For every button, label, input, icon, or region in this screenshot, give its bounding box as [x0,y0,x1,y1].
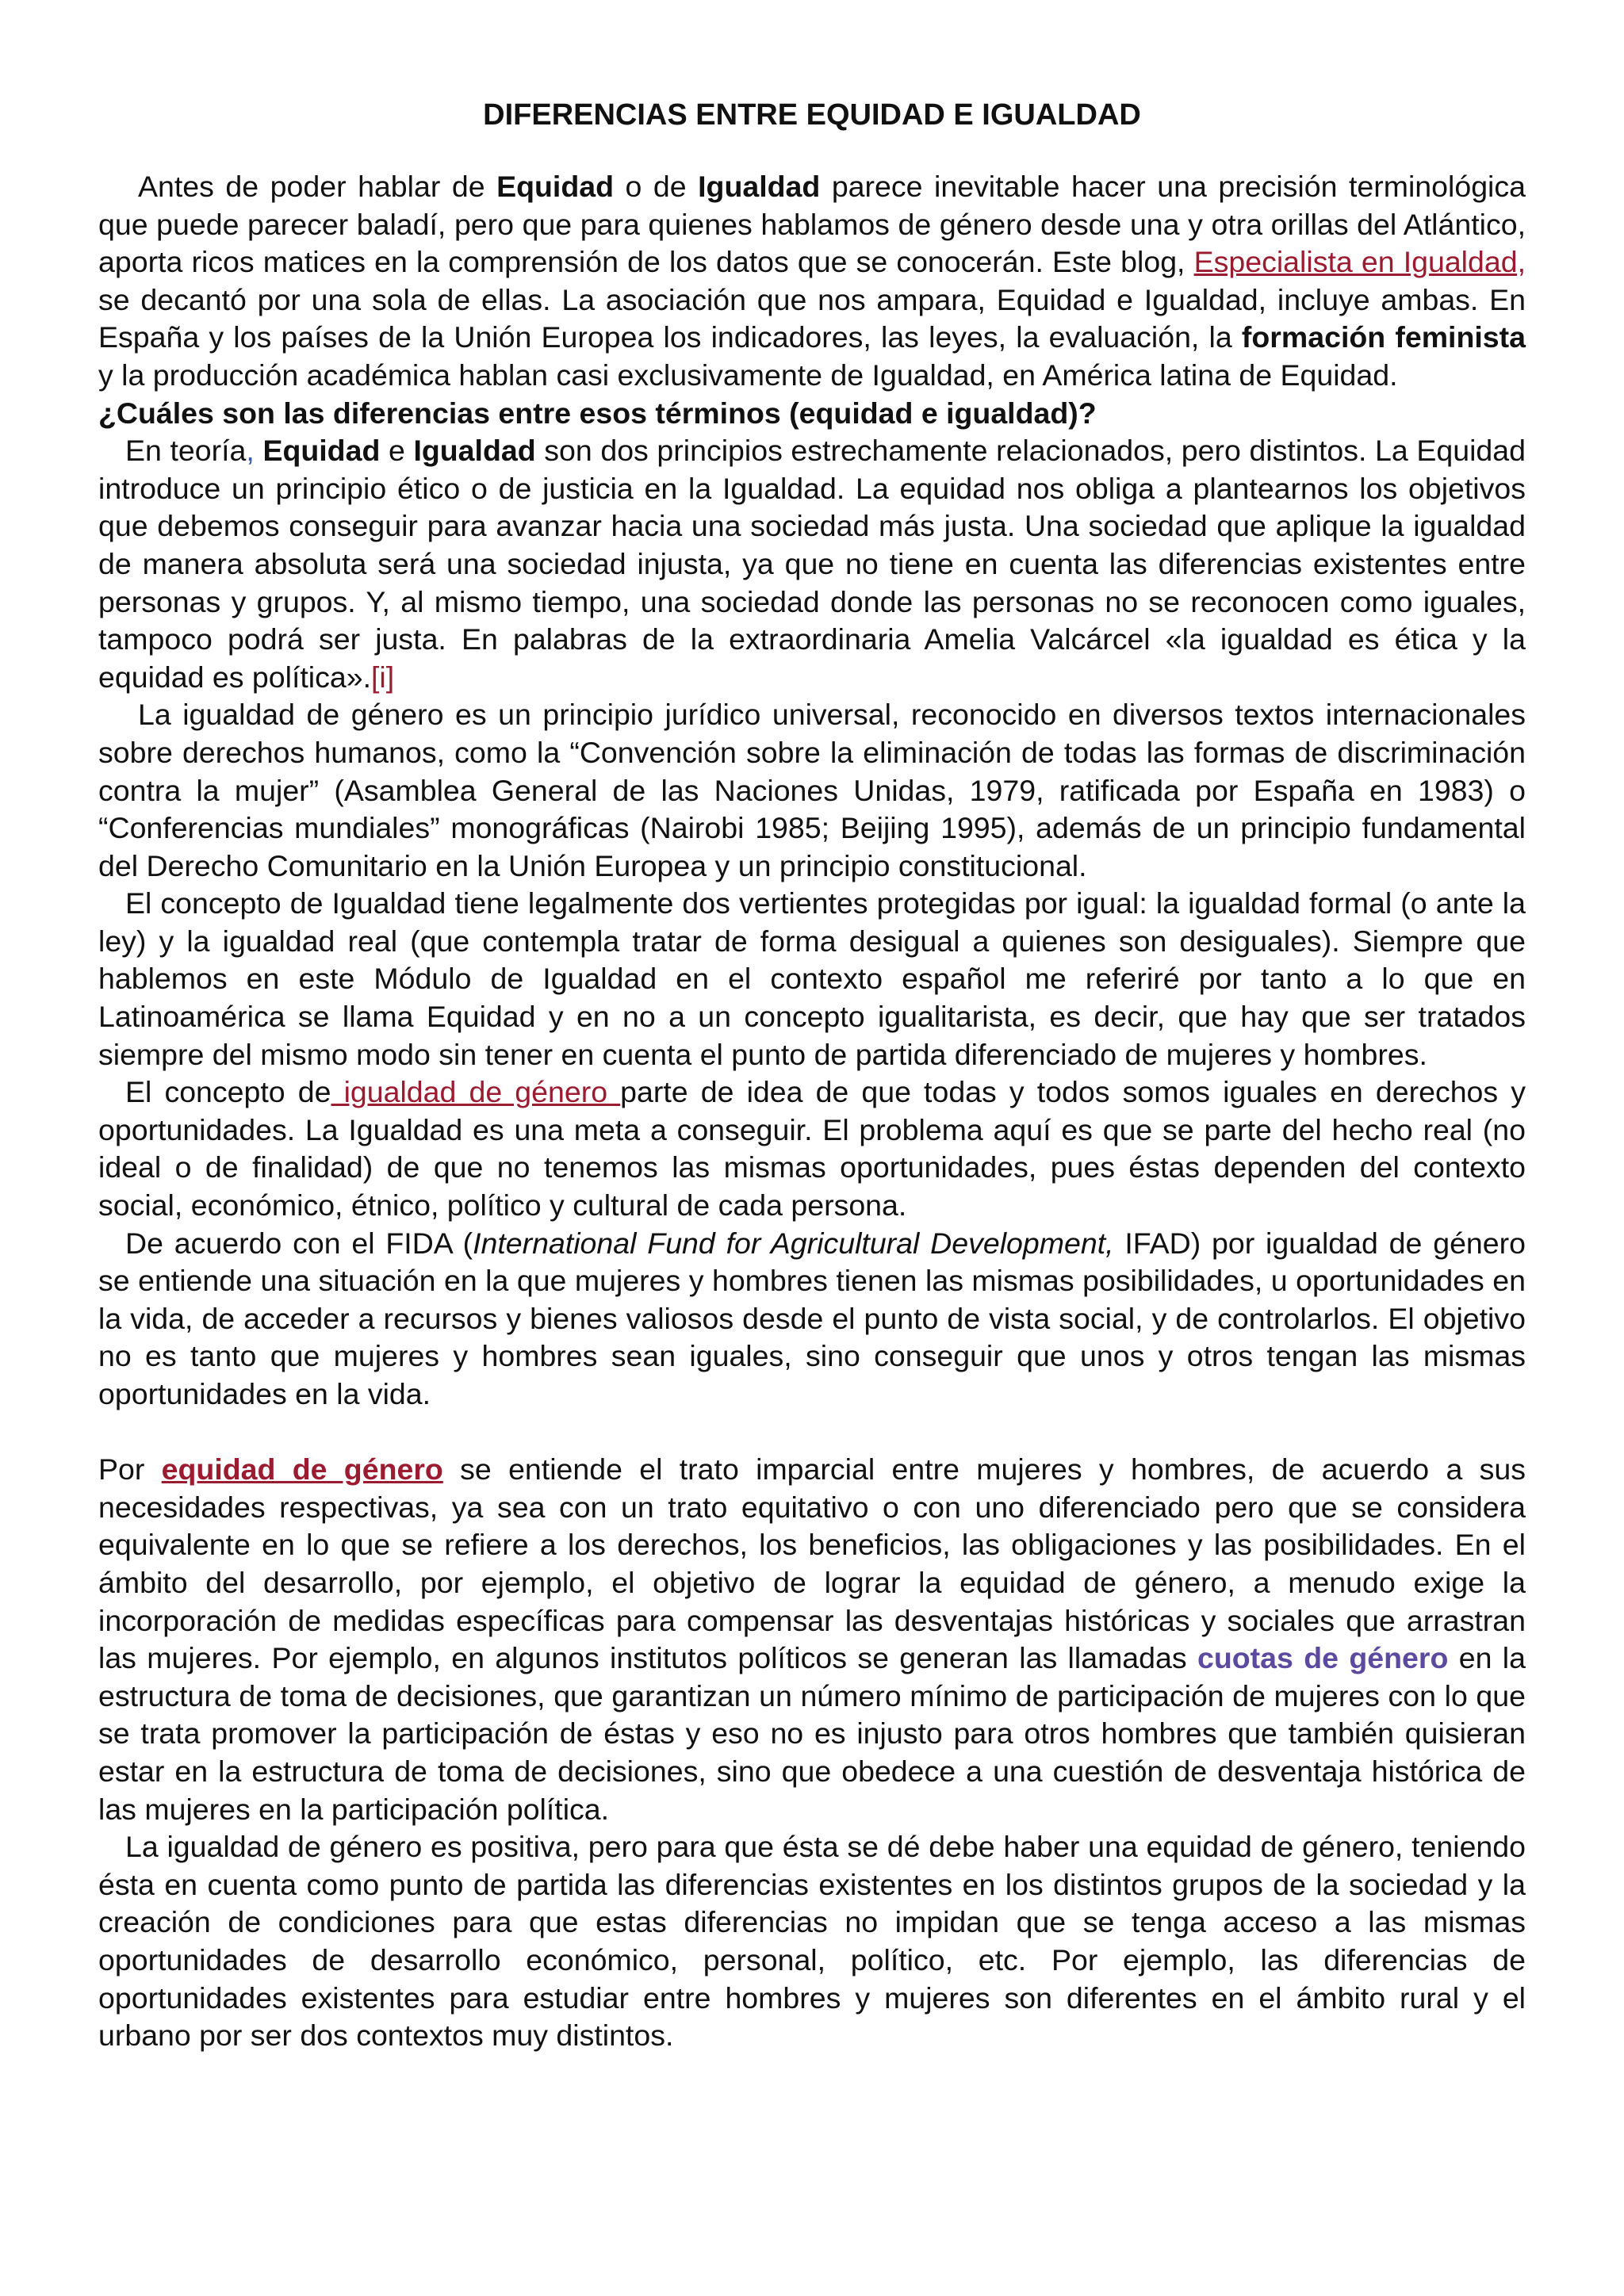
paragraph-gender-equality: El concepto de igualdad de género parte de idea de que todas y todos somos iguales en derechos y oportunidades. La Igualdad es una meta a conseguir. El problema aquí es que se parte del hecho real (no ideal o de finalidad) de que no tenemos las mismas oportunidades, pues éstas dependen del contexto social, económico, étnico, político y cultural de cada persona. [98,1075,1526,1223]
blog-link[interactable]: Especialista en Igualdad, [1193,245,1526,279]
igualdad-genero-link[interactable]: igualdad de género [331,1075,621,1109]
term-igualdad: Igualdad [698,170,821,203]
section-question: ¿Cuáles son las diferencias entre esos términos (equidad e igualdad)? [98,396,1097,430]
paragraph-fida: De acuerdo con el FIDA (International Fund for Agricultural Development, IFAD) por igualdad de género se entiende una situación en la que mujeres y hombres tienen las mismas posibilidades, u oportunidades en la vida, de acceder a recursos y bienes valiosos desde el punto de vista social, y de controlarlos. El objetivo no es tanto que mujeres y hombres sean iguales, sino conseguir que unos y otros tengan las mismas oportunidades en la vida. [98,1226,1526,1410]
cuotas-genero-highlight: cuotas de género [1197,1641,1449,1675]
paragraph-theory: En teoría, Equidad e Igualdad son dos principios estrechamente relacionados, pero distintos. La Equidad introduce un principio ético o de justicia en la Igualdad. La equidad nos obliga a plantearnos los objetivos que debemos conseguir para avanzar hacia una sociedad más justa. Una sociedad que aplique la igualdad de manera absoluta será una sociedad injusta, ya que no tiene en cuenta las diferencias existentes entre personas y grupos. Y, al mismo tiempo, una sociedad donde las personas no se reconocen como iguales, tampoco podrá ser justa. En palabras de la extraordinaria Amelia Valcárcel «la igualdad es ética y la equidad es política».[i] [98,434,1526,694]
paragraph-intro: Antes de poder hablar de Equidad o de Igualdad parece inevitable hacer una precisión terminológica que puede parecer baladí, pero que para quienes hablamos de género desde una y otra orillas del Atlántico, aporta ricos matices en la comprensión de los datos que se conocerán. Este blog, Especialista en Igualdad, se decantó por una sola de ellas. La asociación que nos ampara, Equidad e Igualdad, incluye ambas. En España y los países de la Unión Europea los indicadores, las leyes, la evaluación, la formación feminista y la producción académica hablan casi exclusivamente de Igualdad, en América latina de Equidad. [98,170,1526,392]
document-title: DIFERENCIAS ENTRE EQUIDAD E IGUALDAD [483,98,1141,132]
paragraph-conclusion: La igualdad de género es positiva, pero para que ésta se dé debe haber una equidad de género, teniendo ésta en cuenta como punto de partida las diferencias existentes en los distintos grupos de la sociedad y la creación de condiciones para que estas diferencias no impidan que se tenga acceso a las mismas oportunidades de desarrollo económico, personal, político, etc. Por ejemplo, las diferencias de oportunidades existentes para estudiar entre hombres y mujeres son diferentes en el ámbito rural y el urbano por ser dos contextos muy distintos. [98,1830,1526,2053]
blank-line [98,1414,1526,1452]
paragraph-gender-equity: Por equidad de género se entiende el trato imparcial entre mujeres y hombres, de acuerdo a sus necesidades respectivas, ya sea con un trato equitativo o con uno diferenciado pero que se considera equivalente en lo que se refiere a los derechos, los beneficios, las obligaciones y las posibilidades. En el ámbito del desarrollo, por ejemplo, el objetivo de lograr la equidad de género, a menudo exige la incorporación de medidas específicas para compensar las desventajas históricas y sociales que arrastran las mujeres. Por ejemplo, en algunos institutos políticos se generan las llamadas cuotas de género en la estructura de toma de decisiones, que garantizan un número mínimo de participación de mujeres con lo que se trata promover la participación de éstas y eso no es injusto para otros hombres que también quisieran estar en la estructura de toma de decisiones, sino que obedece a una cuestión de desventaja histórica de las mujeres en la participación política. [98,1452,1526,1826]
paragraph-legal-principle: La igualdad de género es un principio jurídico universal, reconocido en diversos textos internacionales sobre derechos humanos, como la “Convención sobre la eliminación de todas las formas de discriminación contra la mujer” (Asamblea General de las Naciones Unidas, 1979, ratificada por España en 1983) o “Conferencias mundiales” monográficas (Nairobi 1985; Beijing 1995), además de un principio fundamental del Derecho Comunitario en la Unión Europea y un principio constitucional. [98,698,1526,882]
equidad-genero-link[interactable]: equidad de género [161,1452,443,1487]
paragraph-igualdad-concept: El concepto de Igualdad tiene legalmente dos vertientes protegidas por igual: la igualdad formal (o ante la ley) y la igualdad real (que contempla tratar de forma desigual a quienes son desiguales). Siempre que hablemos en este Módulo de Igualdad en el contexto español me referiré por tanto a lo que en Latinoamérica se llama Equidad y en no a un concepto igualitarista, es decir, que hay que ser tratados siempre del mismo modo sin tener en cuenta el punto de partida diferenciado de mujeres y hombres. [98,886,1526,1071]
term-equidad: Equidad [496,170,614,203]
footnote-ref[interactable]: [i] [371,660,395,694]
term-formacion-feminista: formación feminista [1241,320,1526,354]
